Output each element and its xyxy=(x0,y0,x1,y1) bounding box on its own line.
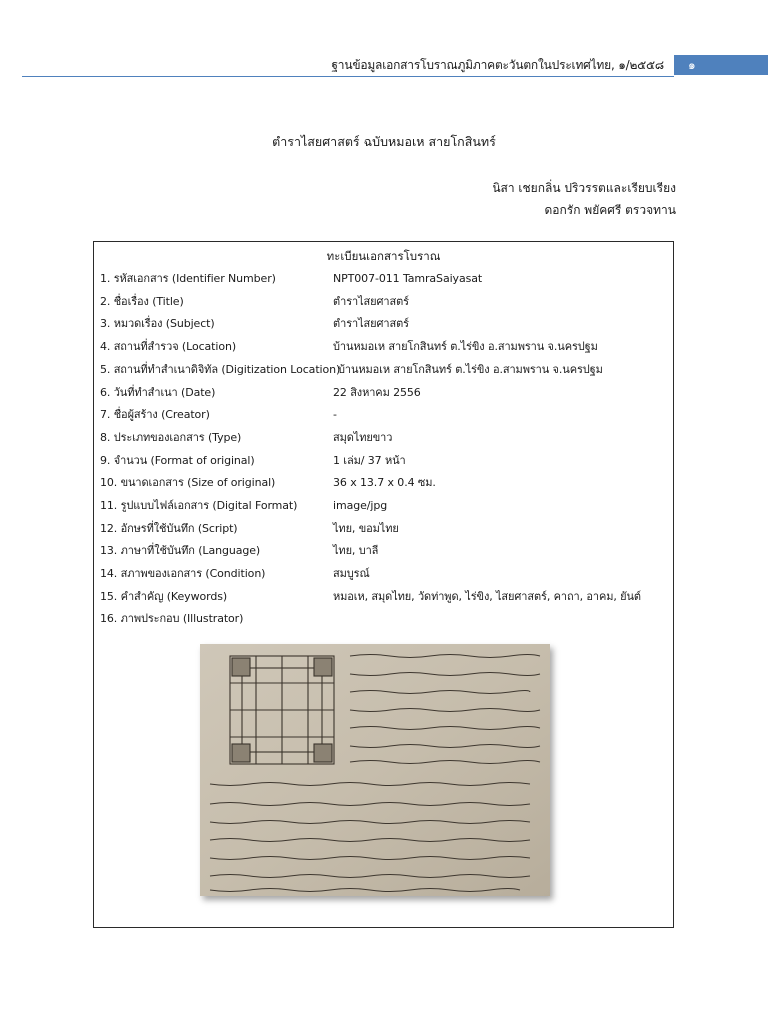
row-value: 22 สิงหาคม 2556 xyxy=(333,386,421,399)
registry-row xyxy=(100,452,669,470)
row-value: image/jpg xyxy=(333,499,388,512)
row-value: 36 x 13.7 x 0.4 ซม. xyxy=(333,476,436,489)
row-label: 1. รหัสเอกสาร (Identifier Number) xyxy=(100,272,276,285)
row-label: 2. ชื่อเรื่อง (Title) xyxy=(100,295,184,308)
row-value: สมุดไทยขาว xyxy=(333,431,393,444)
row-value: ตำราไสยศาสตร์ xyxy=(333,317,409,330)
row-value: ตำราไสยศาสตร์ xyxy=(333,295,409,308)
yantra-grid-icon xyxy=(230,656,334,764)
row-label: 10. ขนาดเอกสาร (Size of original) xyxy=(100,476,276,489)
header-rule xyxy=(22,76,674,77)
registry-row xyxy=(100,610,669,628)
row-label: 7. ชื่อผู้สร้าง (Creator) xyxy=(100,408,210,421)
row-value: ไทย, ขอมไทย xyxy=(333,522,399,535)
registry-row xyxy=(100,315,669,333)
row-label: 9. จำนวน (Format of original) xyxy=(100,454,255,467)
row-value: NPT007-011 TamraSaiyasat xyxy=(333,272,483,285)
header-text: ฐานข้อมูลเอกสารโบราณภูมิภาคตะวันตกในประเทศไทย, ๑/๒๕๕๘ xyxy=(331,58,664,72)
registry-row xyxy=(100,338,669,356)
manuscript-photo xyxy=(200,644,550,896)
registry-row xyxy=(100,270,669,288)
page-number-tab xyxy=(674,55,768,75)
row-label: 6. วันที่ทำสำเนา (Date) xyxy=(100,386,216,399)
credit-transcriber: นิสา เชยกลิ่น ปริวรรตและเรียบเรียง xyxy=(492,181,676,195)
page-header xyxy=(0,0,768,80)
credit-reviewer: ดอกรัก พยัคศรี ตรวจทาน xyxy=(544,203,676,217)
row-label: 11. รูปแบบไฟล์เอกสาร (Digital Format) xyxy=(100,499,298,512)
registry-row xyxy=(100,406,669,424)
row-value: บ้านหมอเห สายโกสินทร์ ต.ไร่ขิง อ.สามพราน จ.นครปฐม xyxy=(333,340,598,353)
row-label: 5. สถานที่ทำสำเนาดิจิทัล (Digitization Location) xyxy=(100,363,341,376)
registry-row xyxy=(100,497,669,515)
manuscript-illustration xyxy=(200,644,550,896)
registry-title: ทะเบียนเอกสารโบราณ xyxy=(326,249,441,263)
page-number: ๑ xyxy=(688,58,696,72)
row-value: 1 เล่ม/ 37 หน้า xyxy=(333,454,406,467)
row-value: บ้านหมอเห สายโกสินทร์ ต.ไร่ขิง อ.สามพราน จ.นครปฐม xyxy=(338,363,603,376)
row-value: หมอเห, สมุดไทย, วัดท่าพูด, ไร่ขิง, ไสยศาสตร์, คาถา, อาคม, ยันต์ xyxy=(333,590,641,603)
row-label: 13. ภาษาที่ใช้บันทึก (Language) xyxy=(100,544,261,557)
row-value: ไทย, บาลี xyxy=(333,544,379,557)
row-value: - xyxy=(333,408,337,421)
row-value: สมบูรณ์ xyxy=(333,567,370,580)
row-label: 16. ภาพประกอบ (Illustrator) xyxy=(100,612,244,625)
registry-row xyxy=(100,361,669,379)
registry-row xyxy=(100,293,669,311)
row-label: 15. คำสำคัญ (Keywords) xyxy=(100,590,228,603)
registry-row xyxy=(100,384,669,402)
registry-row xyxy=(100,588,669,606)
registry-row xyxy=(100,429,669,447)
document-title: ตำราไสยศาสตร์ ฉบับหมอเห สายโกสินทร์ xyxy=(272,134,496,149)
registry-row xyxy=(100,474,669,492)
registry-row xyxy=(100,542,669,560)
registry-row xyxy=(100,565,669,583)
row-label: 4. สถานที่สำรวจ (Location) xyxy=(100,340,237,353)
registry-row xyxy=(100,520,669,538)
row-label: 8. ประเภทของเอกสาร (Type) xyxy=(100,431,242,444)
row-label: 3. หมวดเรื่อง (Subject) xyxy=(100,317,215,330)
row-label: 12. อักษรที่ใช้บันทึก (Script) xyxy=(100,522,238,535)
row-label: 14. สภาพของเอกสาร (Condition) xyxy=(100,567,266,580)
